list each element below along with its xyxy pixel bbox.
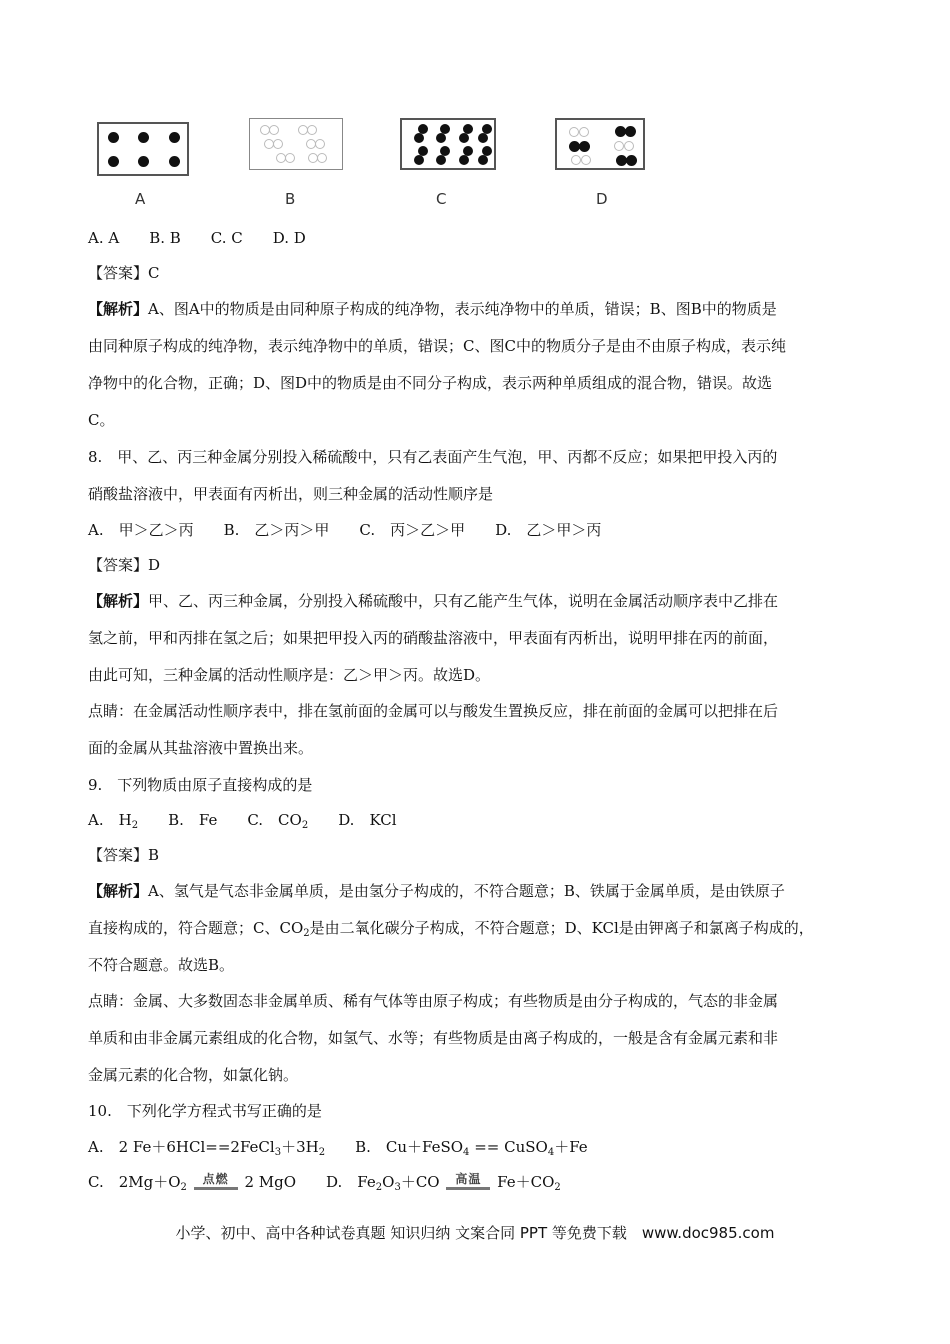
q10-stem: 10. 下列化学方程式书写正确的是 — [88, 1102, 322, 1120]
option-b-c: B. Fe C. CO — [138, 811, 302, 829]
option-d: ＋CO — [400, 1173, 440, 1191]
condition-text: 点燃 — [202, 1172, 229, 1186]
reaction-arrow-bar — [194, 1187, 238, 1190]
atom-dot — [138, 132, 149, 143]
q8-stem-line-1: 8. 甲、乙、丙三种金属分别投入稀硫酸中，只有乙表面产生气泡，甲、丙都不反应；如果把甲投入丙的 — [88, 448, 778, 466]
atom-dot — [436, 155, 446, 165]
q9-options — [88, 810, 397, 836]
figure-c-box — [400, 118, 496, 170]
option-c: C. 2Mg＋O — [88, 1173, 181, 1191]
atom-dot — [317, 153, 327, 163]
option-d: D. KCl — [308, 811, 397, 829]
page-footer: 小学、初中、高中各种试卷真题 知识归纳 文案合同 PPT 等免费下载 www.doc985.com — [175, 1224, 775, 1242]
option-b: == CuSO — [469, 1138, 548, 1156]
analysis-text: A、氢气是气态非金属单质，是由氢分子构成的，不符合题意；B、铁属于金属单质，是由铁原子 — [148, 882, 785, 900]
atom-dot — [459, 155, 469, 165]
atom-dot — [269, 125, 279, 135]
atom-dot — [459, 133, 469, 143]
subscript: 2 — [301, 820, 309, 831]
option-b: ＋Fe — [554, 1138, 588, 1156]
figure-label-a: A — [135, 190, 146, 208]
analysis-text: 甲、乙、丙三种金属，分别投入稀硫酸中，只有乙能产生气体，说明在金属活动顺序表中乙排在 — [148, 592, 779, 610]
q8-tip-line-1: 点睛：在金属活动性顺序表中，排在氢前面的金属可以与酸发生置换反应，排在前面的金属可以把排在后 — [88, 702, 779, 720]
subscript: 3 — [274, 1147, 282, 1158]
atom-dot — [581, 155, 591, 165]
subscript: 3 — [394, 1182, 401, 1193]
condition-text: 高温 — [455, 1172, 482, 1186]
analysis-tag: 【解析】 — [88, 300, 149, 318]
subscript: 2 — [375, 1182, 383, 1193]
atom-dot — [273, 139, 283, 149]
q10-options-cd — [88, 1172, 561, 1198]
option-b: B. Cu＋FeSO — [325, 1138, 464, 1156]
option-a: A. H — [88, 811, 132, 829]
atom-dot — [307, 125, 317, 135]
atom-dot — [436, 133, 446, 143]
figure-a-box — [97, 122, 189, 176]
q9-tip-line-2: 单质和由非金属元素组成的化合物，如氢气、水等；有些物质是由离子构成的，一般是含有金属元素和非 — [88, 1029, 779, 1047]
option-d: D. Fe — [296, 1173, 376, 1191]
atom-dot — [478, 133, 488, 143]
q10-options-ab — [88, 1137, 588, 1163]
reaction-condition-ignite — [194, 1173, 238, 1193]
atom-dot — [571, 155, 581, 165]
q7-options: A. A B. B C. C D. D — [88, 229, 306, 247]
figure-label-b: B — [285, 190, 296, 208]
q9-analysis-line-2 — [88, 918, 814, 944]
figure-label-d: D — [596, 190, 608, 208]
subscript: 2 — [554, 1182, 561, 1193]
analysis-text: 直接构成的，符合题意；C、CO — [88, 919, 304, 937]
option-d: O — [382, 1173, 395, 1191]
atom-dot — [579, 141, 590, 152]
q8-stem-line-2: 硝酸盐溶液中，甲表面有丙析出，则三种金属的活动性顺序是 — [88, 485, 494, 503]
q7-analysis-line-1 — [88, 299, 777, 319]
atom-dot — [285, 153, 295, 163]
atom-dot — [108, 156, 119, 167]
subscript: 2 — [318, 1147, 326, 1158]
option-a: ＋3H — [281, 1138, 319, 1156]
atom-dot — [625, 126, 636, 137]
figure-b-box — [249, 118, 343, 170]
figure-label-c: C — [436, 190, 447, 208]
option-c: 2 MgO — [244, 1173, 297, 1191]
atom-dot — [614, 141, 624, 151]
atom-dot — [414, 155, 424, 165]
reaction-condition-high-temp — [446, 1173, 490, 1193]
analysis-text: 是由二氧化碳分子构成，不符合题意；D、KCl是由钾离子和氯离子构成的， — [309, 919, 814, 937]
atom-dot — [169, 156, 180, 167]
q9-answer: 【答案】B — [88, 846, 160, 864]
q8-tip-line-2: 面的金属从其盐溶液中置换出来。 — [88, 739, 314, 757]
q8-analysis-line-1 — [88, 591, 778, 611]
option-d: Fe＋CO — [497, 1173, 555, 1191]
atom-dot — [169, 132, 180, 143]
q9-analysis-line-1 — [88, 881, 785, 901]
q8-options: A. 甲＞乙＞丙 B. 乙＞丙＞甲 C. 丙＞乙＞甲 D. 乙＞甲＞丙 — [88, 521, 602, 539]
reaction-arrow-bar — [446, 1187, 490, 1190]
subscript: 4 — [463, 1147, 470, 1158]
q8-analysis-line-2: 氢之前，甲和丙排在氢之后；如果把甲投入丙的硝酸盐溶液中，甲表面有丙析出，说明甲排在丙的前面， — [88, 629, 779, 647]
q9-stem: 9. 下列物质由原子直接构成的是 — [88, 776, 313, 794]
atom-dot — [569, 127, 579, 137]
atom-dot — [315, 139, 325, 149]
analysis-tag: 【解析】 — [88, 592, 149, 610]
subscript: 2 — [303, 928, 310, 939]
q7-analysis-line-2: 由同种原子构成的纯净物，表示纯净物中的单质，错误；C、图C中的物质分子是由不由原子构成，表示纯 — [88, 337, 786, 355]
atom-dot — [626, 155, 637, 166]
analysis-text: A、图A中的物质是由同种原子构成的纯净物，表示纯净物中的单质，错误；B、图B中的物质是 — [148, 300, 777, 318]
figure-d-box — [555, 118, 645, 170]
q9-analysis-line-3: 不符合题意。故选B。 — [88, 956, 235, 974]
q8-analysis-line-3: 由此可知，三种金属的活动性顺序是：乙＞甲＞丙。故选D。 — [88, 666, 491, 684]
atom-dot — [414, 133, 424, 143]
q7-analysis-line-3: 净物中的化合物，正确；D、图D中的物质是由不同分子构成，表示两种单质组成的混合物，错误。故选 — [88, 374, 773, 392]
atom-dot — [138, 156, 149, 167]
atom-dot — [624, 141, 634, 151]
q9-tip-line-3: 金属元素的化合物，如氯化钠。 — [88, 1066, 299, 1084]
subscript: 4 — [547, 1147, 555, 1158]
analysis-tag: 【解析】 — [88, 882, 149, 900]
atom-dot — [108, 132, 119, 143]
q9-tip-line-1: 点睛：金属、大多数固态非金属单质、稀有气体等由原子构成；有些物质是由分子构成的，气态的非金属 — [88, 992, 779, 1010]
q7-answer: 【答案】C — [88, 264, 160, 282]
q8-answer: 【答案】D — [88, 556, 161, 574]
subscript: 2 — [131, 820, 139, 831]
atom-dot — [478, 155, 488, 165]
q7-analysis-line-4: C。 — [88, 411, 115, 429]
atom-dot — [579, 127, 589, 137]
subscript: 2 — [180, 1182, 187, 1193]
option-a: A. 2 Fe＋6HCl==2FeCl — [88, 1138, 275, 1156]
